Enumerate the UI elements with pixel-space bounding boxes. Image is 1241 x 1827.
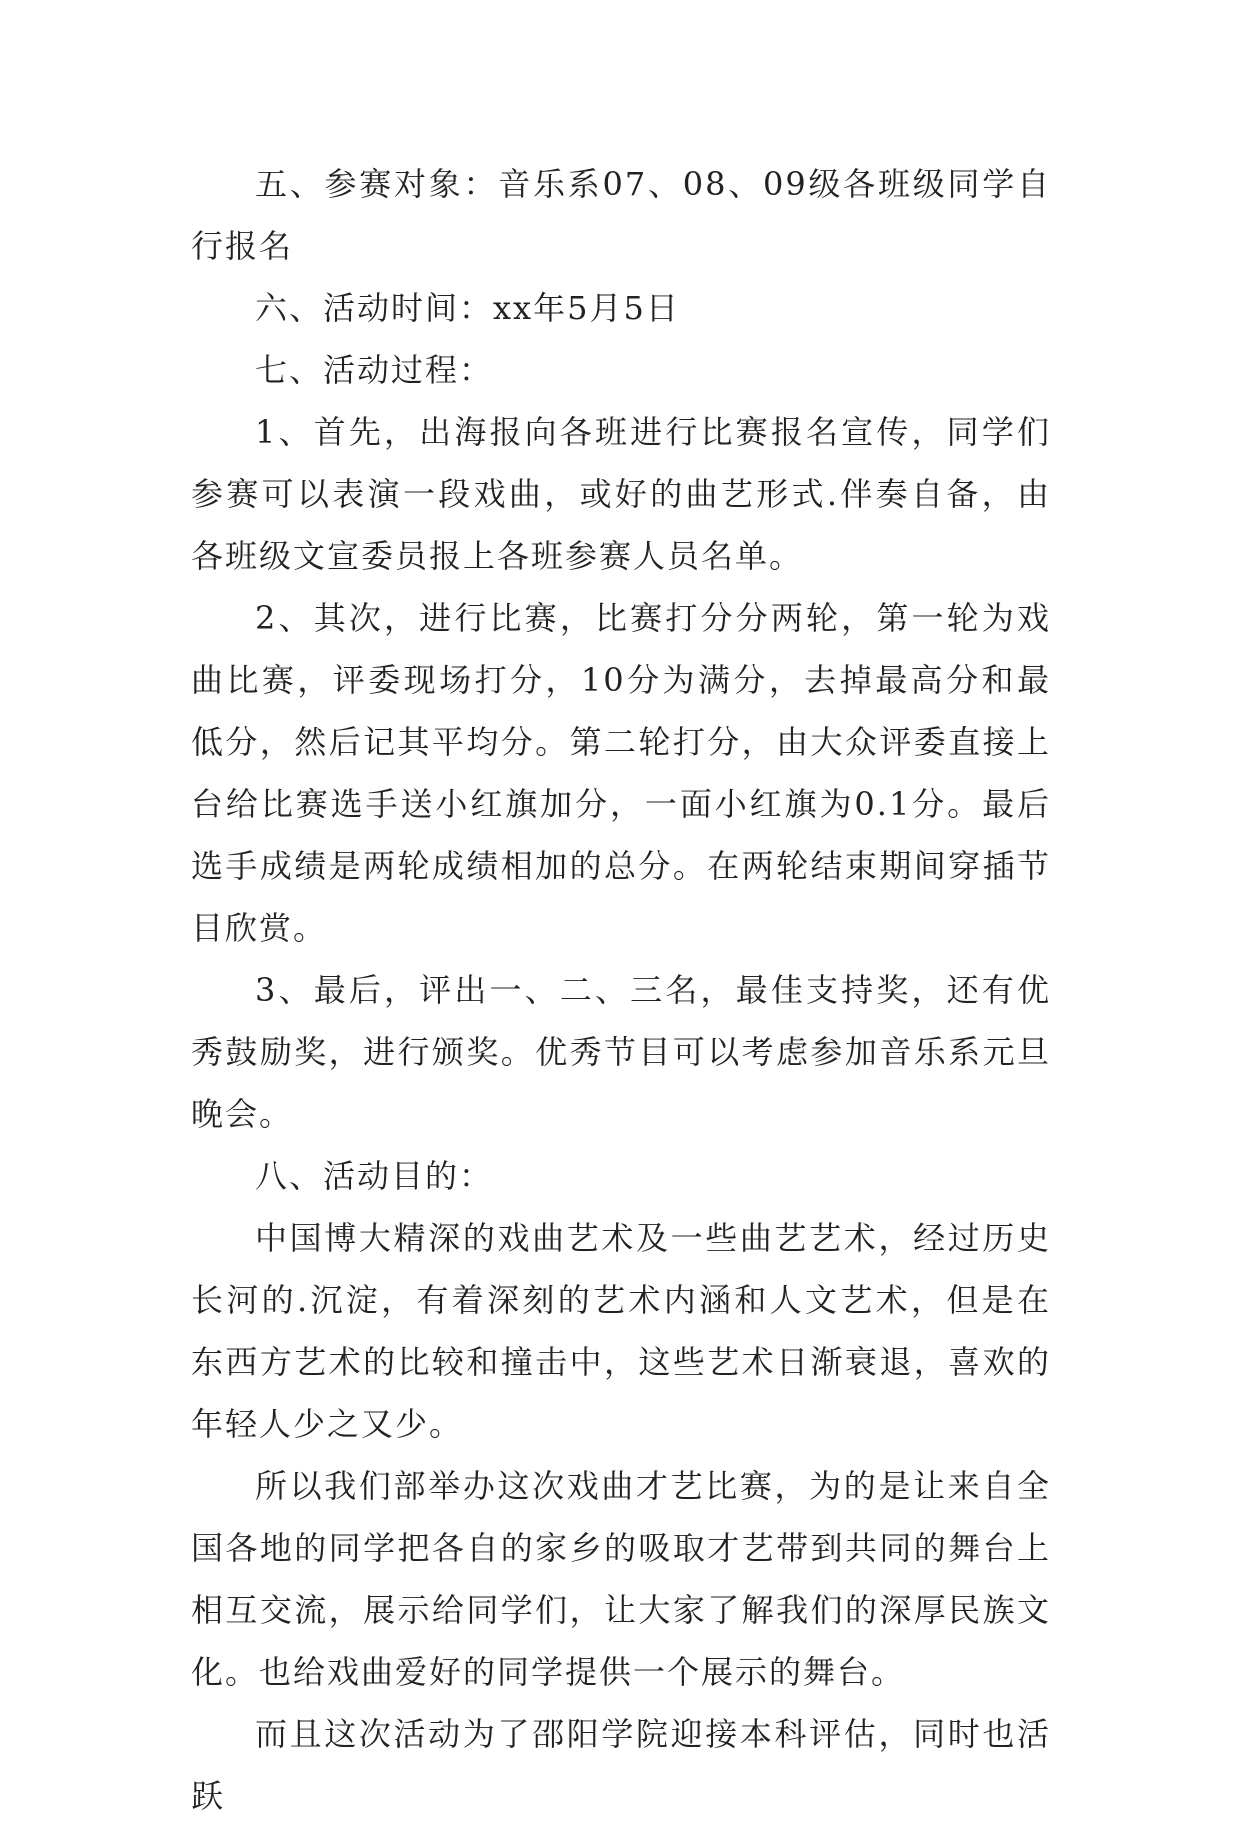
paragraph-step-2: 2、其次，进行比赛，比赛打分分两轮，第一轮为戏曲比赛，评委现场打分，10分为满分，去掉最高分和最低分，然后记其平均分。第二轮打分，由大众评委直接上台给比赛选手送小红旗加分，一面小红旗为0.1分。最后选手成绩是两轮成绩相加的总分。在两轮结束期间穿插节目欣赏。	[191, 599, 1051, 947]
paragraph-purpose-body-1: 中国博大精深的戏曲艺术及一些曲艺艺术，经过历史长河的.沉淀，有着深刻的艺术内涵和人文艺术，但是在东西方艺术的比较和撞击中，这些艺术日渐衰退，喜欢的年轻人少之又少。	[191, 1219, 1051, 1443]
paragraph-activity-time: 六、活动时间：xx年5月5日	[255, 289, 680, 327]
paragraph-purpose-body-2: 所以我们部举办这次戏曲才艺比赛，为的是让来自全国各地的同学把各自的家乡的吸取才艺带到共同的舞台上相互交流，展示给同学们，让大家了解我们的深厚民族文化。也给戏曲爱好的同学提供一个展示的舞台。	[191, 1467, 1051, 1691]
paragraph-step-1: 1、首先，出海报向各班进行比赛报名宣传，同学们参赛可以表演一段戏曲，或好的曲艺形式.伴奏自备，由各班级文宣委员报上各班参赛人员名单。	[191, 413, 1051, 575]
paragraph-participants: 五、参赛对象：音乐系07、08、09级各班级同学自行报名	[191, 165, 1051, 265]
paragraph-purpose-heading: 八、活动目的：	[255, 1157, 494, 1195]
document-body	[191, 153, 1051, 1827]
paragraph-step-3: 3、最后，评出一、二、三名，最佳支持奖，还有优秀鼓励奖，进行颁奖。优秀节目可以考虑参加音乐系元旦晚会。	[191, 971, 1051, 1133]
paragraph-purpose-body-3: 而且这次活动为了邵阳学院迎接本科评估，同时也活跃	[191, 1715, 1051, 1815]
paragraph-process-heading: 七、活动过程：	[255, 351, 494, 389]
